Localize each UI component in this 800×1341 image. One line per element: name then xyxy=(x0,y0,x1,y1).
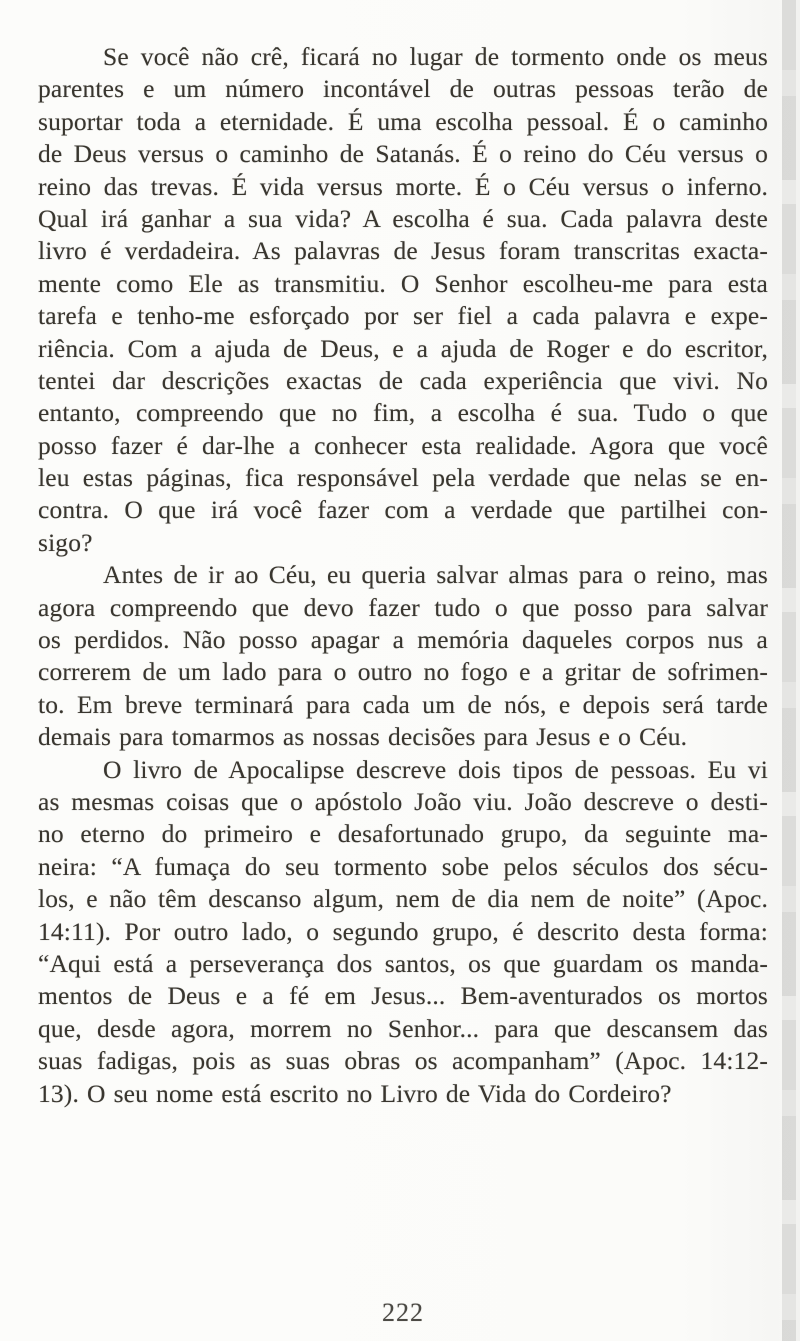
text-line: leu estas páginas, fica responsável pela verdade que nelas se en- xyxy=(38,463,768,493)
text-line: mente como Ele as transmitiu. O Senhor escolheu-me para esta xyxy=(38,268,768,298)
text-line: mentos de Deus e a fé em Jesus... Bem-aventurados os mortos xyxy=(38,981,768,1011)
text-line: Antes de ir ao Céu, eu queria salvar almas para o reino, mas xyxy=(103,560,768,590)
text-line: posso fazer é dar-lhe a conhecer esta realidade. Agora que você xyxy=(38,430,768,460)
text-line: as mesmas coisas que o apóstolo João viu. João descreve o desti- xyxy=(38,786,768,816)
text-line: suas fadigas, pois as suas obras os acompanham” (Apoc. 14:12- xyxy=(38,1046,768,1076)
text-line: entanto, compreendo que no fim, a escolha é sua. Tudo o que xyxy=(38,398,768,428)
text-line: reino das trevas. É vida versus morte. É o Céu versus o inferno. xyxy=(38,171,768,201)
text-line: neira: “A fumaça do seu tormento sobe pelos séculos dos sécu- xyxy=(38,851,768,881)
text-line: 13). O seu nome está escrito no Livro de Vida do Cordeiro? xyxy=(38,1078,672,1108)
text-line: riência. Com a ajuda de Deus, e a ajuda de Roger e do escritor, xyxy=(38,333,768,363)
text-line: Qual irá ganhar a sua vida? A escolha é sua. Cada palavra deste xyxy=(38,203,768,233)
text-line: no eterno do primeiro e desafortunado grupo, da seguinte ma- xyxy=(38,819,768,849)
text-block xyxy=(38,41,768,1110)
text-line: 14:11). Por outro lado, o segundo grupo, é descrito desta forma: xyxy=(38,916,768,946)
text-line: que, desde agora, morrem no Senhor... para que descansem das xyxy=(38,1013,768,1043)
scan-edge-highlight xyxy=(796,0,800,1341)
text-line: “Aqui está a perseverança dos santos, os que guardam os manda- xyxy=(38,948,768,978)
text-line: los, e não têm descanso algum, nem de dia nem de noite” (Apoc. xyxy=(38,884,768,914)
text-line: livro é verdadeira. As palavras de Jesus foram transcritas exacta- xyxy=(38,236,768,266)
text-line: os perdidos. Não posso apagar a memória daqueles corpos nus a xyxy=(38,625,768,655)
text-line: Se você não crê, ficará no lugar de tormento onde os meus xyxy=(103,42,768,71)
text-line: tentei dar descrições exactas de cada experiência que vivi. No xyxy=(38,365,768,395)
text-line: parentes e um número incontável de outras pessoas terão de xyxy=(38,74,768,104)
text-line: demais para tomarmos as nossas decisões para Jesus e o Céu. xyxy=(38,722,688,752)
text-line: to. Em breve terminará para cada um de nós, e depois será tarde xyxy=(38,689,768,719)
page-number: 222 xyxy=(382,1298,424,1327)
text-line: de Deus versus o caminho de Satanás. É o reino do Céu versus o xyxy=(38,139,768,169)
text-line: agora compreendo que devo fazer tudo o que posso para salvar xyxy=(38,592,768,622)
scan-edge-artifact xyxy=(782,0,796,1341)
text-line: sigo? xyxy=(38,527,93,557)
text-line: contra. O que irá você fazer com a verdade que partilhei con- xyxy=(38,495,768,525)
text-line: correrem de um lado para o outro no fogo e a gritar de sofrimen- xyxy=(38,657,768,687)
text-line: tarefa e tenho-me esforçado por ser fiel a cada palavra e expe- xyxy=(38,301,768,331)
text-line: O livro de Apocalipse descreve dois tipos de pessoas. Eu vi xyxy=(103,754,768,784)
text-line: suportar toda a eternidade. É uma escolha pessoal. É o caminho xyxy=(38,106,768,136)
